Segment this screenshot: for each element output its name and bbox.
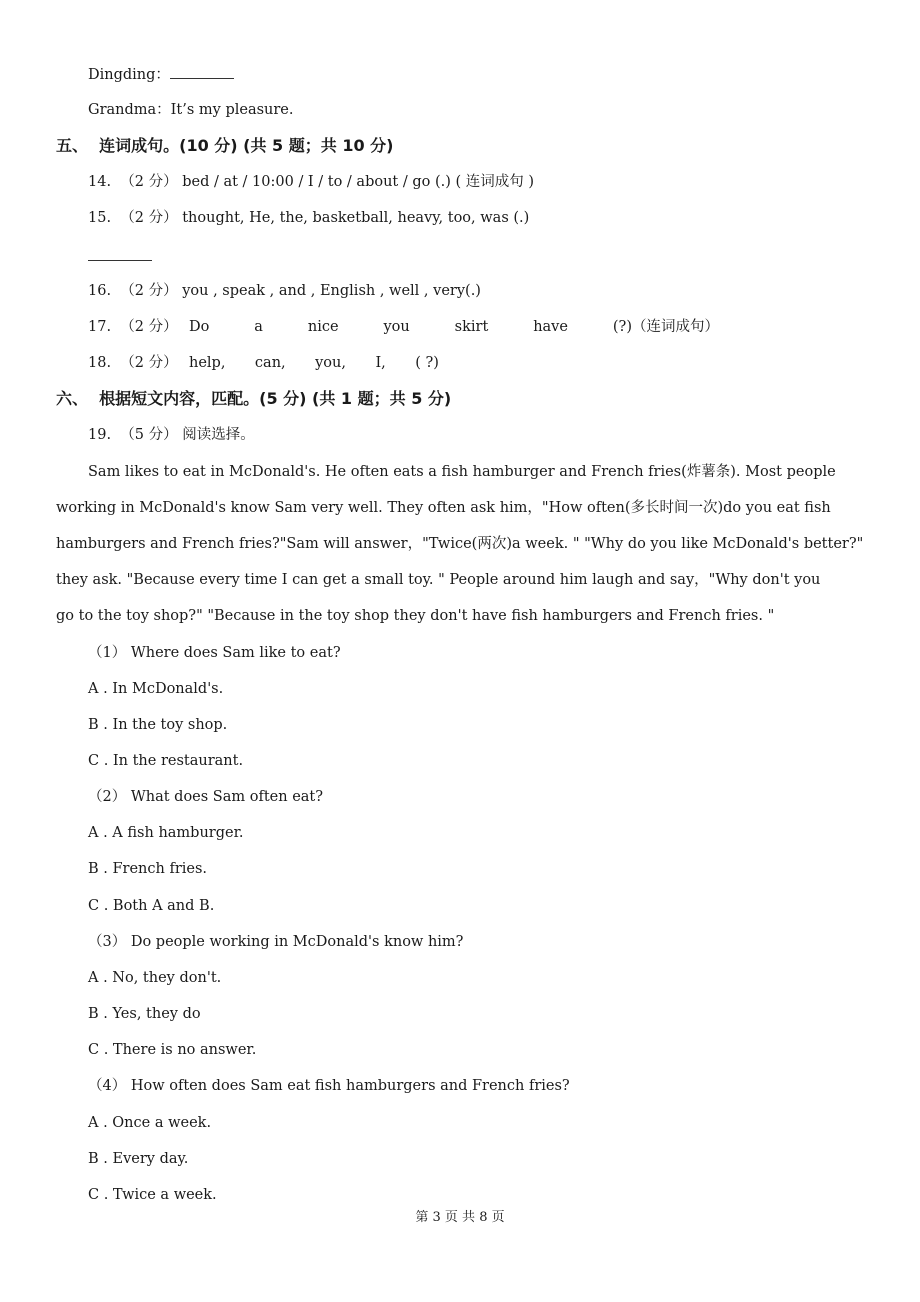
word: Do: [189, 319, 210, 335]
word: a: [254, 319, 263, 335]
passage-line: Sam likes to eat in McDonald's. He often eats a fish hamburger and French fries(炸薯条). Most people: [88, 464, 836, 480]
option-2a[interactable]: A . A fish hamburger.: [88, 825, 244, 841]
question-17-words: [189, 317, 719, 337]
word: I,: [375, 355, 386, 371]
option-4b[interactable]: B . Every day.: [88, 1151, 189, 1167]
word: you: [383, 319, 410, 335]
word: (?)（连词成句）: [612, 319, 719, 335]
word: have: [533, 319, 568, 335]
option-1c[interactable]: C . In the restaurant.: [88, 753, 244, 769]
option-1a[interactable]: A . In McDonald's.: [88, 681, 224, 697]
subquestion-1: （1） Where does Sam like to eat?: [88, 645, 341, 661]
word: help,: [189, 355, 226, 371]
option-4c[interactable]: C . Twice a week.: [88, 1187, 217, 1203]
passage-line: working in McDonald's know Sam very well. They often ask him，"How often(多长时间一次)do you eat fish: [56, 500, 831, 516]
answer-blank[interactable]: [170, 64, 234, 79]
passage-line: hamburgers and French fries?"Sam will answer，"Twice(两次)a week. " "Why do you like McDonald's better?": [56, 536, 864, 552]
question-15: 15. （2 分） thought, He, the, basketball, heavy, too, was (.): [88, 210, 530, 226]
passage-line: go to the toy shop?" "Because in the toy shop they don't have fish hamburgers and French fries. ": [56, 608, 775, 624]
answer-blank-15[interactable]: [88, 260, 152, 261]
subquestion-4: （4） How often does Sam eat fish hamburgers and French fries?: [88, 1078, 570, 1094]
option-3a[interactable]: A . No, they don't.: [88, 970, 222, 986]
word: you,: [315, 355, 346, 371]
word: can,: [254, 355, 286, 371]
question-19: 19. （5 分） 阅读选择。: [88, 427, 255, 443]
question-18-number: 18. （2 分）: [88, 355, 178, 371]
dialogue-dingding: [88, 64, 234, 85]
word: skirt: [454, 319, 489, 335]
question-16: 16. （2 分） you , speak , and , English , well , very(.): [88, 283, 481, 299]
option-2c[interactable]: C . Both A and B.: [88, 898, 215, 914]
question-17-number: 17. （2 分）: [88, 319, 178, 335]
option-3c[interactable]: C . There is no answer.: [88, 1042, 257, 1058]
option-1b[interactable]: B . In the toy shop.: [88, 717, 228, 733]
word: nice: [307, 319, 339, 335]
question-14: 14. （2 分） bed / at / 10:00 / I / to / about / go (.) ( 连词成句 ): [88, 174, 535, 190]
subquestion-3: （3） Do people working in McDonald's know him?: [88, 934, 464, 950]
passage-line: they ask. "Because every time I can get a small toy. " People around him laugh and say，"Why don't you: [56, 572, 821, 588]
section5-heading: 五、 连词成句。(10 分) (共 5 题；共 10 分): [56, 136, 394, 155]
question-18-words: [189, 353, 439, 373]
word: ( ?): [415, 355, 439, 371]
page-footer: 第 3 页 共 8 页: [415, 1210, 505, 1225]
dingding-label: Dingding：: [88, 67, 170, 83]
subquestion-2: （2） What does Sam often eat?: [88, 789, 324, 805]
section6-heading: 六、 根据短文内容，匹配。(5 分) (共 1 题；共 5 分): [56, 389, 452, 408]
option-4a[interactable]: A . Once a week.: [88, 1115, 212, 1131]
dialogue-grandma: Grandma：It’s my pleasure.: [88, 102, 294, 118]
option-3b[interactable]: B . Yes, they do: [88, 1006, 201, 1022]
option-2b[interactable]: B . French fries.: [88, 861, 208, 877]
